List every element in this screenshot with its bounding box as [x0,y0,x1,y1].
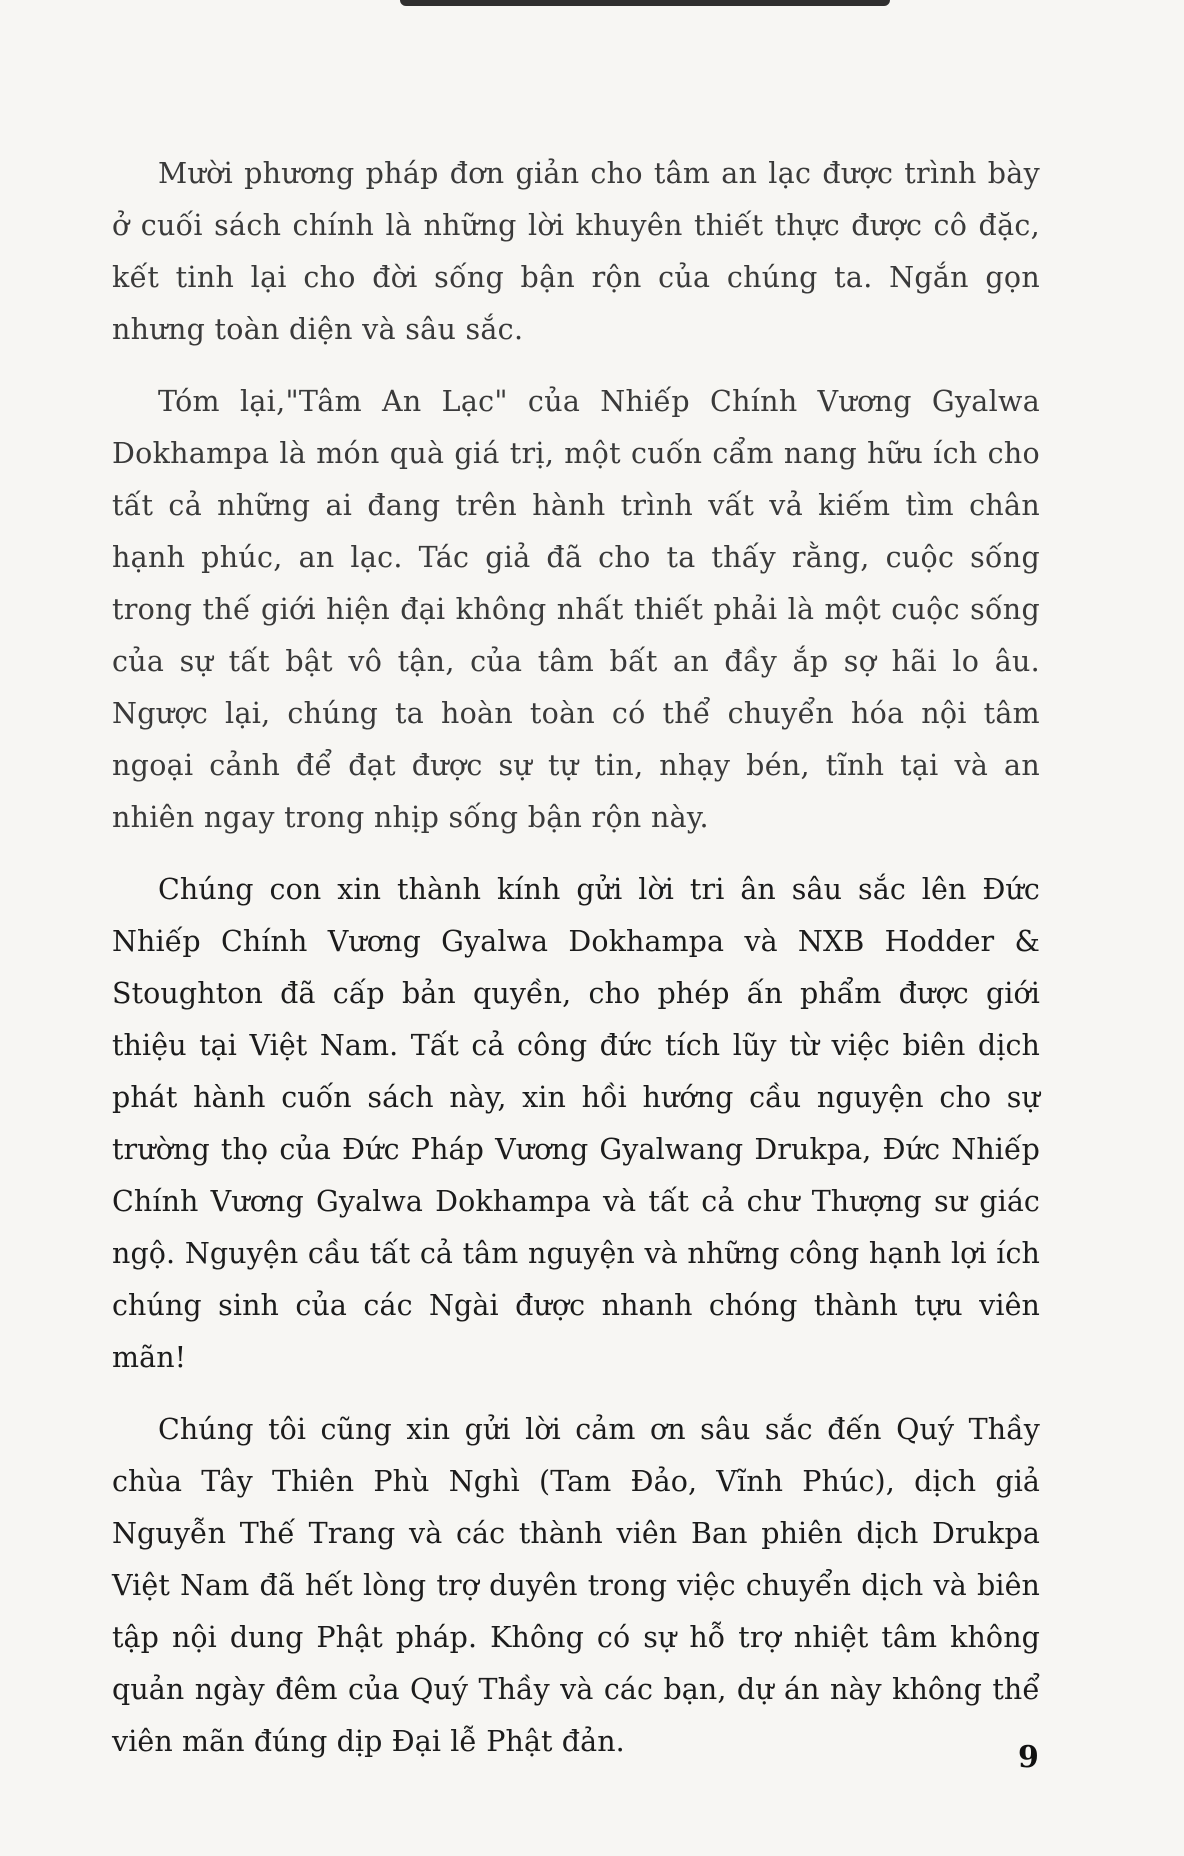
paragraph-summary: Tóm lại,"Tâm An Lạc" của Nhiếp Chính Vương Gyalwa Dokhampa là món quà giá trị, một cuốn cẩm nang hữu ích cho tất cả những ai đang trên hành trình vất vả kiếm tìm chân hạnh phúc, an lạc. Tác giả đã cho ta thấy rằng, cuộc sống trong thế giới hiện đại không nhất thiết phải là một cuộc sống của sự tất bật vô tận, của tâm bất an đầy ắp sợ hãi lo âu. Ngược lại, chúng ta hoàn toàn có thể chuyển hóa nội tâm ngoại cảnh để đạt được sự tự tin, nhạy bén, tĩnh tại và an nhiên ngay trong nhịp sống bận rộn này. [112,385,1040,834]
paragraph-ten-methods: Mười phương pháp đơn giản cho tâm an lạc được trình bày ở cuối sách chính là những lời khuyên thiết thực được cô đặc, kết tinh lại cho đời sống bận rộn của chúng ta. Ngắn gọn nhưng toàn diện và sâu sắc. [112,157,1040,346]
page-top-shadow [400,0,890,6]
page-number: 9 [1018,1740,1039,1775]
page-body [112,148,1040,1758]
paragraph-gratitude: Chúng con xin thành kính gửi lời tri ân sâu sắc lên Đức Nhiếp Chính Vương Gyalwa Dokhampa và NXB Hodder & Stoughton đã cấp bản quyền, cho phép ấn phẩm được giới thiệu tại Việt Nam. Tất cả công đức tích lũy từ việc biên dịch phát hành cuốn sách này, xin hồi hướng cầu nguyện cho sự trường thọ của Đức Pháp Vương Gyalwang Drukpa, Đức Nhiếp Chính Vương Gyalwa Dokhampa và tất cả chư Thượng sư giác ngộ. Nguyện cầu tất cả tâm nguyện và những công hạnh lợi ích chúng sinh của các Ngài được nhanh chóng thành tựu viên mãn! [112,873,1040,1374]
paragraph-acknowledgements: Chúng tôi cũng xin gửi lời cảm ơn sâu sắc đến Quý Thầy chùa Tây Thiên Phù Nghì (Tam Đảo, Vĩnh Phúc), dịch giả Nguyễn Thế Trang và các thành viên Ban phiên dịch Drukpa Việt Nam đã hết lòng trợ duyên trong việc chuyển dịch và biên tập nội dung Phật pháp. Không có sự hỗ trợ nhiệt tâm không quản ngày đêm của Quý Thầy và các bạn, dự án này không thể viên mãn đúng dịp Đại lễ Phật đản. [112,1413,1040,1758]
